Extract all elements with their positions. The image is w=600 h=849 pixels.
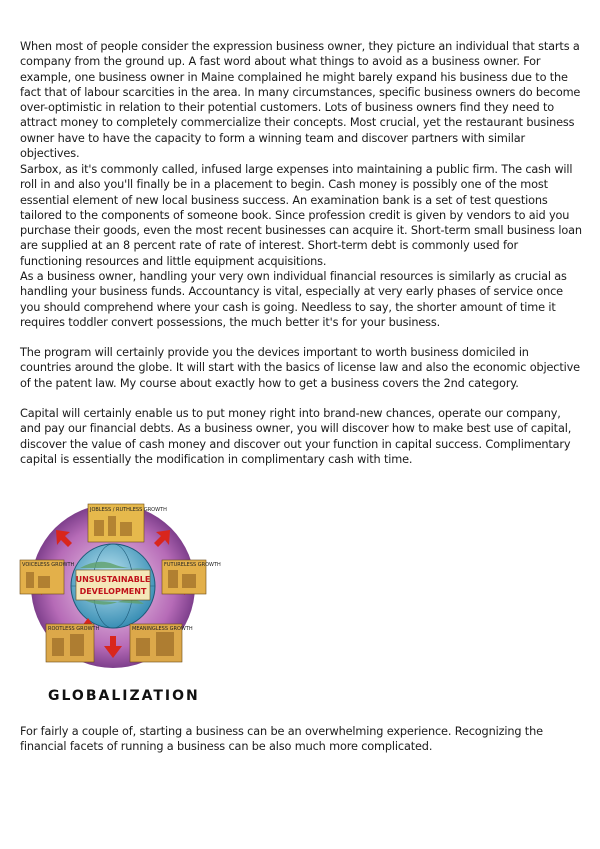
globalization-illustration <box>18 498 221 708</box>
paragraph-6: For fairly a couple of, starting a business can be an overwhelming experience. Recognizing the financial facets of running a business can be also much more complicated. <box>20 725 543 754</box>
paragraph-1: When most of people consider the expression business owner, they picture an individual that starts a company from the ground up. A fast word about what things to avoid as a business owner. For example, one business owner in Maine complained he might barely expand his business due to the fact that of labour scarcities in the area. In many circumstances, specific business owners do become over-optimistic in relation to their potential customers. Lots of business owners find they need to attract money to completely commercialize their concepts. Most crucial, yet the restaurant business owner have to have the capacity to form a winning team and discover partners with similar objectives. <box>20 40 581 161</box>
center-label-1: UNSUSTAINABLE <box>75 575 151 584</box>
panel-left-label: VOICELESS GROWTH <box>22 562 75 568</box>
paragraph-5: Capital will certainly enable us to put money right into brand-new chances, operate our company, and pay our financial debts. As a business owner, you will discover how to make best use of capital, discover the value of cash money and discover out your function in capital success. Complimentary capital is essentially the modification in complimentary cash with time. <box>20 407 572 466</box>
center-label-2: DEVELOPMENT <box>79 587 147 596</box>
paragraph-4: The program will certainly provide you the devices important to worth business domiciled in countries around the globe. It will start with the basics of license law and also the economic objective of the patent law. My course about exactly how to get a business covers the 2nd category. <box>20 346 580 390</box>
panel-right-label: FUTURELESS GROWTH <box>164 562 221 568</box>
panel-bottom-left-label: ROOTLESS GROWTH <box>48 626 100 632</box>
figure-caption: GLOBALIZATION <box>48 688 200 704</box>
paragraph-3: As a business owner, handling your very own individual financial resources is similarly as crucial as handling your business funds. Accountancy is vital, especially at very early phases of service once you should comprehend where your cash is going. Needless to say, the shorter amount of time it requires toddler convert possessions, the much better it's for your business. <box>20 270 567 329</box>
panel-bottom-right-label: MEANINGLESS GROWTH <box>132 626 193 632</box>
panel-top-label: JOBLESS / RUTHLESS GROWTH <box>90 507 167 513</box>
paragraph-2: Sarbox, as it's commonly called, infused large expenses into maintaining a public firm. The cash will roll in and also you'll finally be in a placement to begin. Cash money is possibly one of the most essential element of new local business success. An examination bank is a set of test questions tailored to the components of someone book. Since profession credit is given by vendors to aid you purchase their goods, even the most recent businesses can acquire it. Short-term small business loan are supplied at an 8 percent rate of rate of interest. Short-term debt is commonly used for functioning resources and little equipment acquisitions. <box>20 163 582 268</box>
